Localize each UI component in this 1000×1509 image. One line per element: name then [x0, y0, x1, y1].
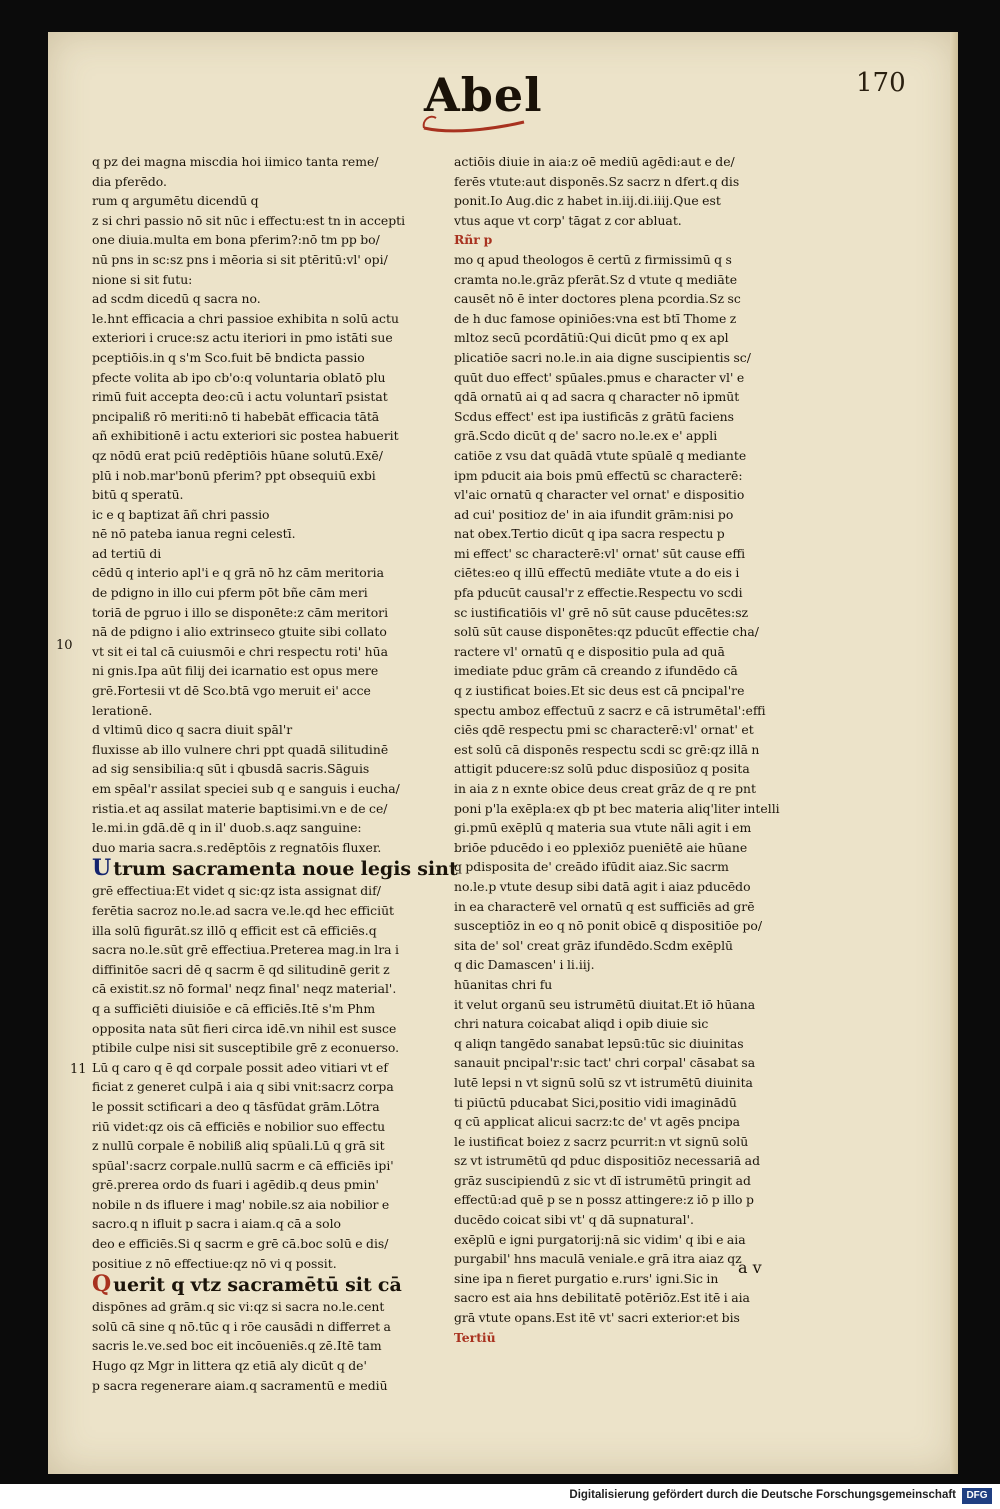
text-line: chri natura coicabat aliqd i opib diuie sic — [454, 1016, 709, 1032]
text-line: briōe pducēdo i eo pplexiōz pueniētē aie hūane — [454, 839, 748, 855]
blue-initial: U — [92, 857, 112, 882]
text-line: spūal':sacrz corpale.nullū sacrm e cā efficiēs ipi' — [92, 1157, 394, 1173]
text-line: vtus aque vt corp' tāgat z cor abluat. — [454, 212, 682, 228]
text-line: ptibile culpe nisi sit susceptibile grē z econuerso. — [92, 1040, 400, 1056]
text-line: plicatiōe sacri no.le.in aia digne suscipientis sc/ — [454, 349, 751, 365]
text-line: lerationē. — [92, 702, 153, 718]
text-line: effectū:ad quē p se n possz attingere:z iō p illo p — [454, 1192, 754, 1208]
text-line: diffinitōe sacri dē q sacrm ē qd silitudinē gerit z — [92, 961, 390, 977]
text-line: susceptiōz in eo q nō ponit obicē q dispositiōe po/ — [454, 918, 763, 934]
text-line: nū pns in sc:sz pns i mēoria si sit ptēritū:vl' opi/ — [92, 251, 388, 267]
text-line: ipm pducit aia bois pmū effectū sc characterē: — [454, 467, 743, 483]
text-line: cramta no.le.grāz pferāt.Sz d vtute q mediāte — [454, 271, 738, 287]
text-line: grā vtute opans.Est itē vt' sacri exterior:et bis — [454, 1310, 740, 1326]
text-line: mi effect' sc characterē:vl' ornat' sūt cause effi — [454, 545, 746, 561]
text-line — [454, 230, 834, 250]
footer-bar — [0, 1484, 1000, 1509]
text-line: q pz dei magna miscdia hoi iimico tanta reme/ — [92, 154, 379, 169]
text-line: causēt nō ē inter doctores plena pcordia.Sz sc — [454, 291, 741, 307]
text-line: solū sūt cause disponētes:qz pducūt effectie cha/ — [454, 624, 759, 640]
text-line: añ exhibitionē i actu exteriori sic postea habuerit — [92, 428, 399, 444]
text-line: grē.prerea ordo ds fuari i agēdib.q deus pmin' — [92, 1177, 379, 1193]
text-line: sanauit pncipal'r:sic tact' chri corpal' cāsabat sa — [454, 1055, 756, 1071]
signature-mark: a v — [738, 1258, 762, 1277]
text-line: le possit sctificari a deo q tāsfūdat grām.Lōtra — [92, 1098, 380, 1114]
text-line: pfa pducūt causal'r z effectie.Respectu vo scdi — [454, 585, 743, 601]
right-text-column — [454, 152, 834, 1347]
text-line: d vltimū dico q sacra diuit spāl'r — [92, 722, 293, 738]
red-flourish-decoration — [420, 100, 530, 134]
margin-question-number: 11 — [70, 1062, 87, 1077]
text-line: nione si sit futu: — [92, 271, 193, 287]
text-line: de pdigno in illo cui pferm pōt bñe cām meri — [92, 585, 368, 601]
running-head: Abel — [424, 68, 543, 122]
right-text-block-1 — [454, 152, 834, 230]
text-line: sacris le.ve.sed boc eit incōueniēs.q zē.Itē tam — [92, 1338, 382, 1354]
text-line: ciētes:eo q illū effectū mediāte vtute a do eis i — [454, 565, 740, 581]
text-line: mo q apud theologos ē certū z firmissimū q s — [454, 251, 732, 267]
rubric-marker: Tertiū — [454, 1329, 496, 1345]
text-line: ducēdo coicat sibi vt' q dā supnatural'. — [454, 1212, 694, 1228]
text-line: q dic Damascen' i li.iij. — [454, 957, 595, 973]
text-line: sacra no.le.sūt grē effectiua.Preterea mag.in lra i — [92, 942, 399, 958]
text-line: gi.pmū exēplū q materia sua vtute nāli agit i em — [454, 820, 752, 836]
text-line: z nullū corpale ē nobiliß aliq spūali.Lū q grā sit — [92, 1138, 385, 1154]
text-line: imediate pduc grām cā creando z ifundēdo cā — [454, 663, 738, 679]
text-line: ciēs qdē respectu pmi sc characterē:vl' ornat' et — [454, 722, 754, 738]
rubric-marker: Rñr p — [454, 232, 493, 248]
text-line: cēdū q interio apl'i e q grā nō hz cām meritoria — [92, 565, 384, 581]
heading-text: uerit q vtz sacramētū sit cā — [113, 1274, 402, 1297]
text-line: spectu amboz effectuū z sacrz e cā istrumētal':effi — [454, 702, 766, 718]
funding-notice: Digitalisierung gefördert durch die Deutsche Forschungsgemeinschaft — [569, 1489, 956, 1501]
text-line: lutē lepsi n vt signū solū sz vt istrumētū diuinita — [454, 1074, 753, 1090]
text-line: in aia z n exnte obice deus creat grāz de q re pnt — [454, 781, 756, 796]
text-line: le.mi.in gdā.dē q in il' duob.s.aqz sanguine: — [92, 820, 362, 836]
text-line: ni gnis.Ipa aūt filij dei icarnatio est opus mere — [92, 663, 379, 679]
text-line: riū videt:qz ois cā efficiēs e nobilior suo effectu — [92, 1118, 386, 1134]
margin-question-number: 10 — [56, 638, 73, 653]
book-page — [48, 32, 958, 1474]
text-line: rimū fuit accepta deo:cū i actu voluntarī psistat — [92, 389, 388, 405]
text-line: ponit.Io Aug.dic z habet in.iij.di.iiij.Que est — [454, 193, 721, 209]
text-line: qdā ornatū ai q ad sacra q character nō ipmūt — [454, 389, 740, 405]
text-line: rum q argumētu dicendū q — [92, 193, 259, 209]
text-line: em spēal'r assilat speciei sub q e sanguis i eucha/ — [92, 781, 400, 796]
folio-number: 170 — [856, 68, 906, 98]
question-heading — [92, 1273, 472, 1297]
text-line: vl'aic ornatū q character vel ornat' e dispositio — [454, 487, 745, 503]
text-line: one diuia.multa em bona pferim?:nō tm pp bo/ — [92, 232, 380, 248]
text-line: mltoz secū pcordātiū:Qui dicūt pmo q ex apl — [454, 330, 729, 346]
text-line: q z iustificat boies.Et sic deus est cā pncipal're — [454, 683, 745, 699]
text-line: positiue z nō effectiue:qz nō vi q possit. — [92, 1255, 337, 1271]
text-line: qz nōdū erat pciū redēptiōis hūane solutū.Exē/ — [92, 447, 383, 463]
text-line: it velut organū seu istrumētū diuitat.Et iō hūana — [454, 996, 756, 1012]
red-initial: Q — [92, 1273, 112, 1298]
text-line: exēplū e igni purgatorij:nā sic vidim' q ibi e aia — [454, 1231, 746, 1247]
text-line: ti piūctū pducabat Sici,positio vidi imaginādū — [454, 1094, 737, 1110]
text-line: sz vt istrumētū qd pduc dispositiōz necessariā ad — [454, 1153, 761, 1169]
text-line: ferēs vtute:aut disponēs.Sz sacrz n dfert.q dis — [454, 173, 740, 189]
text-line: toriā de pgruo i illo se disponēte:z cām meritori — [92, 604, 389, 620]
text-line: sine ipa n fieret purgatio e.rurs' igni.Sic in — [454, 1270, 719, 1286]
text-line: no.le.p vtute desup sibi datā agit i aiaz pducēdo — [454, 878, 751, 894]
text-line: pceptiōis.in q s'm Sco.fuit bē bndicta passio — [92, 349, 365, 365]
text-line: ristia.et aq assilat materie baptisimi.vn e de ce/ — [92, 800, 388, 816]
text-line: q pdisposita de' creādo ifūdit aiaz.Sic sacrm — [454, 859, 729, 875]
text-line: sacro est aia hns debilitatē potēriōz.Est itē i aia — [454, 1290, 750, 1306]
text-line: duo maria sacra.s.redēptōis z regnatōis fluxer. — [92, 839, 382, 855]
text-line: nē nō pateba ianua regni celestī. — [92, 526, 296, 542]
text-line: grā.Scdo dicūt q de' sacro no.le.ex e' appli — [454, 428, 718, 444]
text-line: Scdus effect' est ipa iustificās z grātū faciens — [454, 408, 734, 424]
text-line: opposita nata sūt fieri circa idē.vn nihil est susce — [92, 1020, 397, 1036]
text-line: ad tertiū di — [92, 545, 162, 561]
text-line: grāz suscipiendū z sic vt dī istrumētū pringit ad — [454, 1172, 751, 1188]
text-line: ad cui' positioz de' in aia ifundit grām:nisi po — [454, 506, 734, 522]
text-line: grē effectiua:Et videt q sic:qz ista assignat dif/ — [92, 883, 381, 899]
text-line: pfecte volita ab ipo cb'o:q voluntaria oblatō plu — [92, 369, 386, 385]
text-line: ad scdm dicedū q sacra no. — [92, 291, 261, 307]
text-line: grē.Fortesii vt dē Sco.btā vgo meruit ei' acce — [92, 683, 371, 699]
text-line: pncipaliß rō meriti:nō ti habebāt efficacia tātā — [92, 408, 380, 424]
text-line: q a sufficiēti diuisiōe e cā efficiēs.Itē s'm Phm — [92, 1000, 376, 1016]
text-line: quūt duo effect' spūales.pmus e character vl' e — [454, 369, 745, 385]
text-line: deo e efficiēs.Si q sacrm e grē cā.boc solū e dis/ — [92, 1236, 389, 1252]
text-line: illa solū figurāt.sz illō q efficit est cā efficiēs.q — [92, 922, 377, 938]
text-line: p sacra regenerare aiam.q sacramentū e mediū — [92, 1377, 388, 1393]
text-line: Hugo qz Mgr in littera qz etiā aly dicūt q de' — [92, 1358, 367, 1374]
text-line: dia pferēdo. — [92, 173, 167, 189]
text-line: ad sig sensibilia:q sūt i qbusdā sacris.Sāguis — [92, 761, 370, 777]
text-line: le.hnt efficacia a chri passioe exhibita n solū actu — [92, 310, 399, 326]
text-line: nobile n ds ifluere i mag' nobile.sz aia nobilior e — [92, 1196, 390, 1212]
right-text-block-2 — [454, 250, 834, 1328]
text-line: le iustificat boiez z sacrz pcurrit:n vt signū solū — [454, 1133, 749, 1149]
text-line: dispōnes ad grām.q sic vi:qz si sacra no.le.cent — [92, 1299, 385, 1315]
text-line: nā de pdigno i alio extrinseco gtuite sibi collato — [92, 624, 387, 640]
text-line: catiōe z vsu dat quādā vtute spūalē q mediante — [454, 447, 747, 463]
text-line: de h duc famose opiniōes:vna est btī Thome z — [454, 310, 737, 326]
text-line: vt sit ei tal cā cuiusmōi e chri respectu roti' hūa — [92, 643, 389, 659]
left-text-block-3 — [92, 1297, 472, 1395]
text-line: purgabil' hns maculā veniale.e grā itra aiaz qz — [454, 1251, 742, 1267]
text-line: nat obex.Tertio dicūt q ipa sacra respectu p — [454, 526, 725, 542]
text-line: q aliqn tangēdo sanabat lepsū:tūc sic diuinitas — [454, 1035, 744, 1051]
text-line: sita de' sol' creat grāz ifundēdo.Scdm exēplū — [454, 937, 734, 953]
text-line: hūanitas chri fu — [454, 976, 553, 992]
left-text-column — [92, 152, 472, 1395]
text-line: ic e q baptizat āñ chri passio — [92, 506, 270, 522]
heading-text: trum sacramenta noue legis sint — [113, 858, 458, 881]
question-heading — [92, 857, 472, 881]
text-line: solū cā sine q nō.tūc q i rōe causādi n differret a — [92, 1318, 391, 1334]
text-line: fluxisse ab illo vulnere chri ppt quadā silitudinē — [92, 741, 389, 757]
text-line: z si chri passio nō sit nūc i effectu:est tn in accepti — [92, 212, 406, 228]
text-line: Lū q caro q ē qd corpale possit adeo vitiari vt ef — [92, 1059, 388, 1075]
left-text-block-2 — [92, 881, 472, 1273]
text-line: sacro.q n ifluit p sacra i aiam.q cā a solo — [92, 1216, 341, 1232]
dfg-logo: DFG — [962, 1488, 992, 1504]
text-line: exteriori i cruce:sz actu iteriori in pmo istāti sue — [92, 330, 393, 346]
text-line: sc iustificatiōis vl' grē nō sūt cause pducētes:sz — [454, 604, 749, 620]
page-edge — [950, 32, 958, 1474]
text-line: ficiat z generet culpā i aia q sibi vnit:sacrz corpa — [92, 1079, 394, 1095]
text-line: q cū applicat alicui sacrz:tc de' vt agēs pncipa — [454, 1114, 741, 1130]
text-line — [454, 1328, 834, 1348]
text-line: cā existit.sz nō formal' neqz final' neqz material'. — [92, 981, 397, 997]
text-line: plū i nob.mar'bonū pferim? ppt obsequiū exbi — [92, 467, 376, 483]
text-line: attigit pducere:sz solū pduc disposiūoz q posita — [454, 761, 750, 777]
text-line: poni p'la exēpla:ex qb pt bec materia aliq'liter intelli — [454, 800, 780, 816]
text-line: actiōis diuie in aia:z oē mediū agēdi:aut e de/ — [454, 154, 735, 169]
text-line: in ea characterē vel ornatū q est sufficiēs ad grē — [454, 898, 755, 914]
text-line: bitū q speratū. — [92, 487, 184, 503]
text-line: ractere vl' ornatū q e dispositio pula ad quā — [454, 643, 725, 659]
text-line: est solū cā disponēs respectu scdi sc grē:qz illā n — [454, 741, 760, 757]
text-line: ferētia sacroz no.le.ad sacra ve.le.qd hec efficiūt — [92, 902, 395, 918]
left-text-block-1 — [92, 152, 472, 857]
